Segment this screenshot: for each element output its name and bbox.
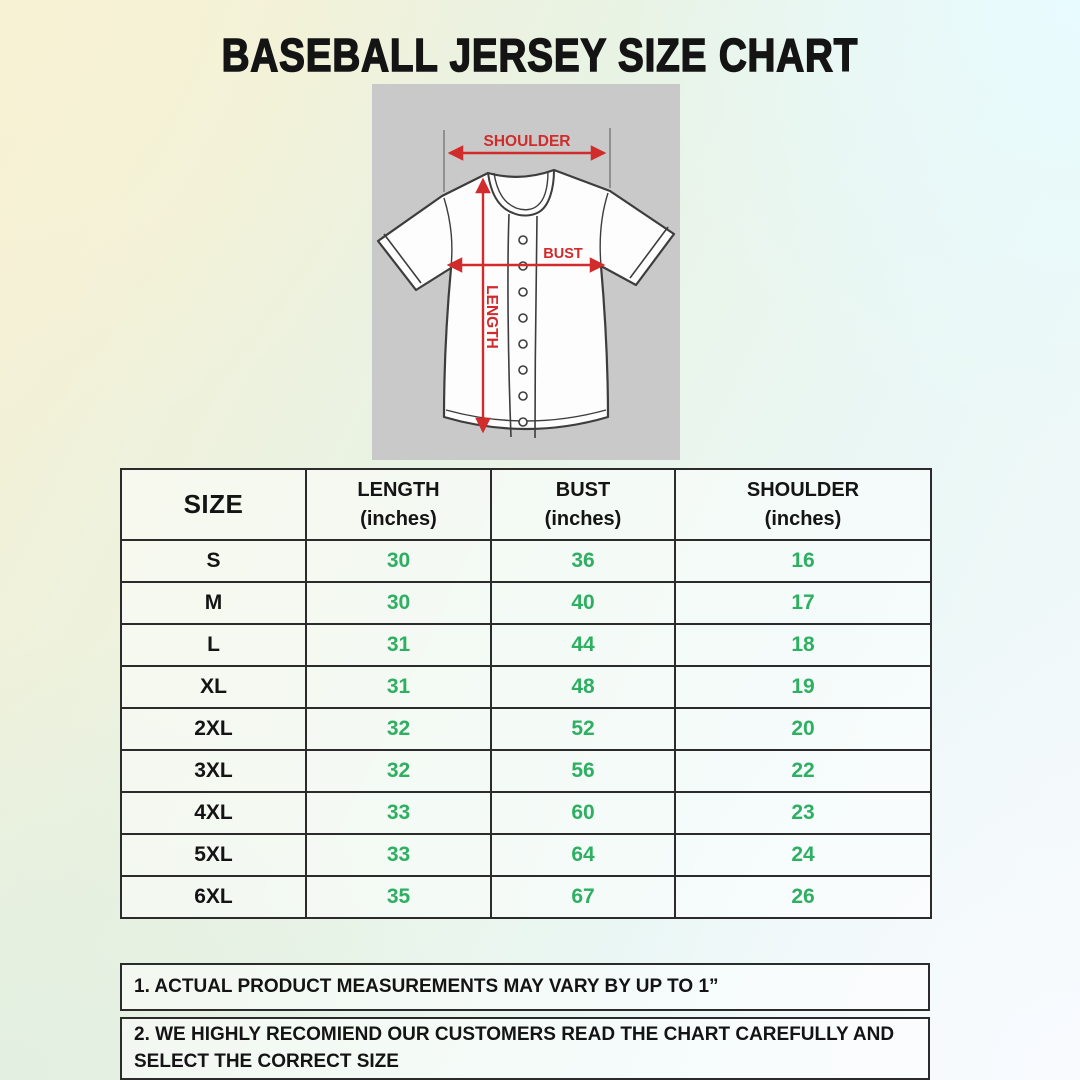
table-row: [121, 750, 931, 792]
table-row: [121, 792, 931, 834]
jersey-diagram: [372, 84, 680, 460]
cell-shoulder: 17: [675, 582, 931, 624]
cell-length: 31: [306, 624, 491, 666]
jersey-diagram-panel: [372, 84, 680, 460]
page-title: BASEBALL JERSEY SIZE CHART: [221, 29, 859, 81]
page-title-row: [0, 28, 1080, 82]
header-size: SIZE: [121, 469, 306, 540]
cell-length: 32: [306, 708, 491, 750]
note-read-chart: 2. WE HIGHLY RECOMIEND OUR CUSTOMERS READ THE CHART CAREFULLY AND SELECT THE CORRECT SIZE: [120, 1017, 930, 1080]
cell-bust: 48: [491, 666, 675, 708]
header-row: [121, 469, 931, 540]
cell-bust: 52: [491, 708, 675, 750]
jersey-outline: [378, 170, 674, 429]
cell-bust: 56: [491, 750, 675, 792]
cell-shoulder: 19: [675, 666, 931, 708]
cell-bust: 60: [491, 792, 675, 834]
size-table: [120, 468, 932, 919]
table-row: [121, 582, 931, 624]
table-row: [121, 540, 931, 582]
jersey-illustration: [378, 170, 674, 438]
table-row: [121, 708, 931, 750]
cell-shoulder: 23: [675, 792, 931, 834]
cell-length: 35: [306, 876, 491, 918]
cell-length: 33: [306, 834, 491, 876]
cell-shoulder: 26: [675, 876, 931, 918]
header-length: LENGTH (inches): [306, 469, 491, 540]
cell-size: 3XL: [121, 750, 306, 792]
cell-length: 33: [306, 792, 491, 834]
table-row: [121, 666, 931, 708]
shoulder-measure-label: SHOULDER: [483, 133, 571, 150]
bust-measure-label: BUST: [543, 246, 583, 262]
table-row: [121, 876, 931, 918]
header-bust: BUST (inches): [491, 469, 675, 540]
cell-size: M: [121, 582, 306, 624]
cell-bust: 36: [491, 540, 675, 582]
header-shoulder: SHOULDER (inches): [675, 469, 931, 540]
cell-bust: 40: [491, 582, 675, 624]
cell-shoulder: 20: [675, 708, 931, 750]
cell-shoulder: 18: [675, 624, 931, 666]
cell-length: 30: [306, 582, 491, 624]
cell-bust: 44: [491, 624, 675, 666]
cell-size: XL: [121, 666, 306, 708]
note-measurement-variance: 1. ACTUAL PRODUCT MEASUREMENTS MAY VARY BY UP TO 1”: [120, 963, 930, 1011]
cell-size: S: [121, 540, 306, 582]
cell-length: 31: [306, 666, 491, 708]
cell-size: 5XL: [121, 834, 306, 876]
cell-size: 2XL: [121, 708, 306, 750]
cell-size: 6XL: [121, 876, 306, 918]
cell-shoulder: 24: [675, 834, 931, 876]
cell-bust: 64: [491, 834, 675, 876]
cell-shoulder: 16: [675, 540, 931, 582]
cell-shoulder: 22: [675, 750, 931, 792]
cell-size: 4XL: [121, 792, 306, 834]
table-row: [121, 834, 931, 876]
cell-size: L: [121, 624, 306, 666]
cell-length: 30: [306, 540, 491, 582]
length-measure-label: LENGTH: [483, 285, 500, 349]
table-row: [121, 624, 931, 666]
cell-length: 32: [306, 750, 491, 792]
cell-bust: 67: [491, 876, 675, 918]
